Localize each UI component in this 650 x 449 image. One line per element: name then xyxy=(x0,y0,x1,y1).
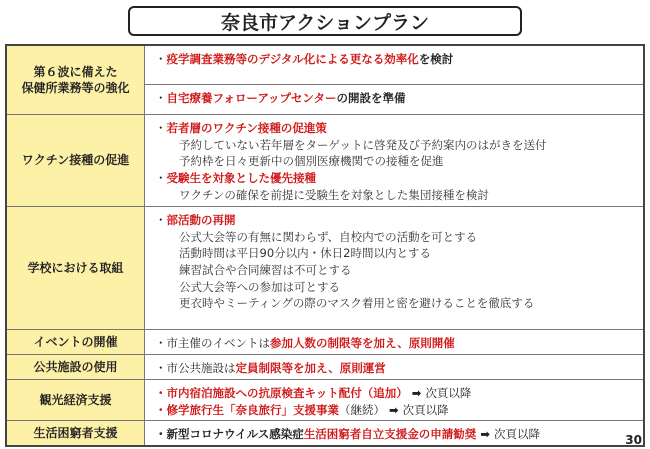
arrow-right-icon: ➡ xyxy=(385,402,403,417)
content-block xyxy=(145,355,643,379)
category-cell xyxy=(7,380,145,421)
text-segment: ワクチンの確保を前提に受験生を対象とした集団接種を検討 xyxy=(179,187,489,202)
text-segment: 修学旅行生「奈良旅行」支援事業 xyxy=(166,402,339,417)
text-segment: 練習試合や合同練習は不可とする xyxy=(179,263,352,278)
content-line xyxy=(155,51,635,68)
category-label: 公共施設の使用 xyxy=(33,359,118,374)
content-cell xyxy=(145,330,643,355)
content-block xyxy=(145,46,643,84)
text-segment: 予約していない若年層をターゲットに啓発及び予約案内のはがきを送付 xyxy=(179,137,547,152)
text-segment: ・ xyxy=(155,171,167,186)
text-segment: 受験生を対象とした優先接種 xyxy=(166,171,316,186)
text-segment: 次頁以降 xyxy=(402,402,449,417)
page-number: 30 xyxy=(625,433,642,447)
category-label: 学校における取組 xyxy=(27,260,124,275)
content-line xyxy=(155,212,635,229)
content-line xyxy=(155,385,635,402)
content-line xyxy=(155,90,635,107)
text-segment: 公式大会等の有無に関わらず、自校内での活動を可とする xyxy=(179,229,478,244)
content-line xyxy=(155,279,635,296)
content-line xyxy=(155,245,635,262)
category-cell xyxy=(7,330,145,355)
content-block xyxy=(145,84,643,114)
category-cell xyxy=(7,421,145,445)
content-block xyxy=(145,207,643,329)
content-line xyxy=(155,120,635,137)
category-cell xyxy=(7,207,145,330)
page-title xyxy=(128,6,522,36)
text-segment: 公式大会等への参加は可とする xyxy=(179,279,340,294)
text-segment: の開設を準備 xyxy=(336,91,406,105)
content-line xyxy=(155,402,635,419)
text-segment: 更衣時やミーティングの際のマスク着用と密を避けることを徹底する xyxy=(179,296,535,311)
content-line xyxy=(155,137,635,154)
text-segment: 生活困窮者自立支援金の申請勧奨 xyxy=(303,427,477,441)
action-plan-table xyxy=(5,44,645,447)
category-cell xyxy=(7,355,145,380)
content-line xyxy=(155,295,635,312)
text-segment: ・新型コロナウイルス感染症 xyxy=(155,427,304,441)
content-line xyxy=(155,187,635,204)
content-line xyxy=(155,426,635,443)
content-cell xyxy=(145,207,643,330)
text-segment: ・ xyxy=(155,91,167,105)
category-label: イベントの開催 xyxy=(33,334,118,349)
category-label: 生活困窮者支援 xyxy=(33,425,118,440)
content-line xyxy=(155,229,635,246)
text-segment: ・ xyxy=(155,386,167,400)
content-block xyxy=(145,330,643,354)
content-block xyxy=(145,115,643,206)
text-segment: ・ xyxy=(155,121,167,135)
category-cell xyxy=(7,115,145,207)
content-block xyxy=(145,380,643,420)
text-segment: 自宅療養フォローアップセンター xyxy=(166,91,337,105)
content-cell xyxy=(145,380,643,421)
content-line xyxy=(155,360,635,377)
text-segment: 若者層のワクチン接種の促進策 xyxy=(166,121,327,135)
content-cell xyxy=(145,421,643,445)
content-line xyxy=(155,262,635,279)
content-cell xyxy=(145,46,643,115)
content-cell xyxy=(145,355,643,380)
text-segment: 市内宿泊施設への抗原検査キット配付（追加） xyxy=(166,386,408,400)
content-cell xyxy=(145,115,643,207)
arrow-right-icon: ➡ xyxy=(407,386,426,400)
text-segment: 次頁以降 xyxy=(493,427,540,441)
text-segment: 部活動の再開 xyxy=(166,213,236,227)
text-segment: 次頁以降 xyxy=(425,386,472,400)
text-segment: ・ xyxy=(155,213,167,227)
category-cell xyxy=(7,46,145,115)
category-label: 観光経済支援 xyxy=(39,392,112,407)
content-block xyxy=(145,421,643,445)
text-segment: 活動時間は平日90分以内・休日2時間以内とする xyxy=(179,246,431,261)
content-line xyxy=(155,153,635,170)
text-segment: ・市主催のイベントは xyxy=(155,336,270,350)
text-segment: 疫学調査業務等のデジタル化による更なる効率化 xyxy=(166,52,419,66)
text-segment: ・市公共施設は xyxy=(155,361,236,375)
text-segment: 予約枠を日々更新中の個別医療機関での接種を促進 xyxy=(179,154,444,169)
text-segment: 参加人数の制限等を加え、原則開催 xyxy=(270,336,455,350)
category-label: 第６波に備えた 保健所業務等の強化 xyxy=(21,64,130,95)
content-line xyxy=(155,170,635,187)
page-title-text: 奈良市アクションプラン xyxy=(220,11,430,34)
text-segment: 定員制限等を加え、原則運営 xyxy=(235,361,386,375)
text-segment: ・ xyxy=(155,402,167,417)
text-segment: ・ xyxy=(155,52,167,66)
text-segment: を検討 xyxy=(418,52,454,66)
category-label: ワクチン接種の促進 xyxy=(21,153,130,168)
content-line xyxy=(155,335,635,352)
text-segment: （継続） xyxy=(339,402,385,417)
arrow-right-icon: ➡ xyxy=(476,427,494,441)
